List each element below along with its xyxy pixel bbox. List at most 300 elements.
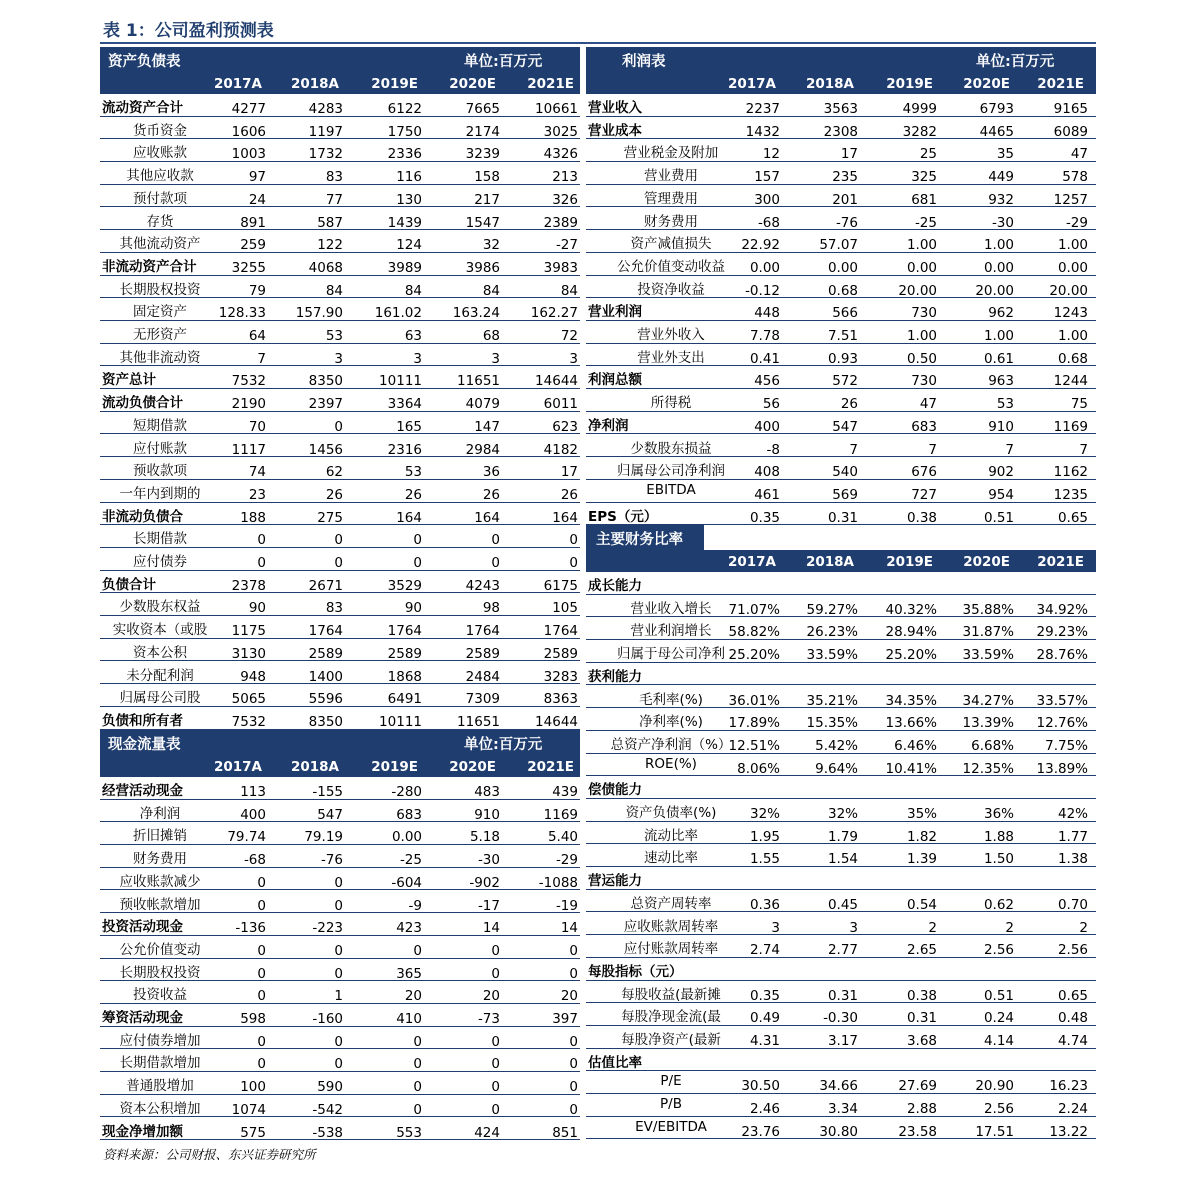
ratios-row-label: 速动比率 xyxy=(644,850,698,867)
balance-row-label: 其他流动资产 xyxy=(119,236,201,253)
ratios-value-2019E: 0.31 xyxy=(906,1010,937,1027)
ratios-row xyxy=(586,867,1096,890)
balance-value-2017A: 891 xyxy=(240,214,266,231)
balance-row-label: 负债和所有者 xyxy=(102,712,183,729)
ratios-row-label: 获利能力 xyxy=(588,668,642,685)
income-value-2020E: 1.00 xyxy=(983,237,1014,254)
ratios-value-2017A: 0.49 xyxy=(749,1010,780,1027)
balance-value-2020E: 2174 xyxy=(465,123,500,140)
income-value-2018A: 566 xyxy=(832,305,858,322)
income-row xyxy=(586,344,1096,367)
ratios-value-2019E: 0.54 xyxy=(906,896,937,913)
ratios-row xyxy=(586,958,1096,981)
income-value-2019E: 1.00 xyxy=(906,237,937,254)
ratios-value-2020E: 0.62 xyxy=(983,896,1014,913)
income-value-2019E: 25 xyxy=(919,146,937,163)
balance-value-2020E: 163.24 xyxy=(452,305,500,322)
cashflow-value-2019E: 0 xyxy=(413,1033,422,1050)
balance-value-2019E: 164 xyxy=(396,509,422,526)
ratios-row-label: 应收账款周转率 xyxy=(623,918,719,935)
cashflow-value-2020E: 0 xyxy=(491,1033,500,1050)
ratios-year-2020E: 2020E xyxy=(963,554,1010,570)
balance-value-2019E: 2589 xyxy=(387,645,422,662)
ratios-value-2018A: 1.79 xyxy=(827,828,858,845)
ratios-value-2017A: 2.74 xyxy=(749,942,780,959)
ratios-value-2018A: 32% xyxy=(827,806,858,822)
cashflow-row-label: 投资活动现金 xyxy=(102,919,183,936)
cashflow-value-2020E: -30 xyxy=(477,852,500,869)
cashflow-value-2020E: 0 xyxy=(491,1101,500,1118)
ratios-section-title: 主要财务比率 xyxy=(596,532,683,548)
income-value-2021E: 0.65 xyxy=(1057,509,1088,526)
balance-value-2019E: 116 xyxy=(396,169,422,186)
cashflow-row-label: 现金净增加额 xyxy=(102,1123,183,1140)
ratios-value-2020E: 0.24 xyxy=(983,1010,1014,1027)
ratios-value-2020E: 2.56 xyxy=(983,1101,1014,1118)
income-value-2018A: -76 xyxy=(835,214,858,231)
income-value-2021E: 1235 xyxy=(1053,486,1088,503)
income-value-2019E: 681 xyxy=(911,191,937,208)
cashflow-row xyxy=(100,891,580,914)
balance-value-2021E: 3983 xyxy=(543,259,578,276)
balance-value-2020E: 7665 xyxy=(465,101,500,117)
ratios-value-2017A: 36.01% xyxy=(728,692,780,709)
balance-row-label: 预收款项 xyxy=(133,463,187,480)
balance-value-2020E: 2484 xyxy=(465,668,500,685)
ratios-year-header xyxy=(586,550,1096,572)
cashflow-value-2017A: 575 xyxy=(240,1124,266,1141)
cashflow-row-label: 长期股权投资 xyxy=(119,964,201,981)
ratios-value-2018A: 34.66 xyxy=(819,1078,858,1095)
ratios-row xyxy=(586,731,1096,754)
income-value-2018A: 57.07 xyxy=(819,237,858,254)
ratios-row-label: P/E xyxy=(660,1073,682,1090)
balance-unit-label: 单位:百万元 xyxy=(464,54,543,70)
balance-value-2018A: 1732 xyxy=(308,146,343,163)
cashflow-row-label: 应收账款减少 xyxy=(119,873,201,890)
ratios-value-2019E: 2.88 xyxy=(906,1101,937,1118)
income-year-2018A: 2018A xyxy=(805,76,854,92)
balance-row-label: 无形资产 xyxy=(133,327,187,343)
balance-row-label: 少数股东权益 xyxy=(119,599,201,616)
balance-value-2017A: 24 xyxy=(248,191,266,208)
balance-value-2021E: 72 xyxy=(560,328,578,344)
cashflow-value-2017A: 113 xyxy=(240,784,266,800)
ratios-row xyxy=(586,640,1096,663)
balance-row xyxy=(100,94,580,117)
ratios-value-2021E: 0.48 xyxy=(1057,1010,1088,1027)
ratios-value-2019E: 23.58 xyxy=(898,1123,937,1140)
cashflow-row xyxy=(100,777,580,800)
income-row xyxy=(586,139,1096,162)
ratios-row xyxy=(586,1117,1096,1140)
balance-value-2018A: 2397 xyxy=(308,396,343,413)
balance-value-2018A: 122 xyxy=(317,237,343,254)
cashflow-value-2017A: -136 xyxy=(235,920,266,937)
ratios-row xyxy=(586,1094,1096,1117)
balance-value-2020E: 0 xyxy=(491,555,500,571)
cashflow-row-label: 公允价值变动 xyxy=(119,941,201,958)
ratios-value-2018A: 5.42% xyxy=(815,737,858,754)
income-value-2019E: 47 xyxy=(919,396,937,413)
income-row-label: 营业收入 xyxy=(588,100,642,116)
balance-value-2021E: 162.27 xyxy=(530,305,578,322)
ratios-row xyxy=(586,890,1096,913)
balance-value-2020E: 3239 xyxy=(465,146,500,163)
balance-value-2018A: 0 xyxy=(334,418,343,435)
income-row-label: 营业税金及附加 xyxy=(623,145,719,162)
balance-row xyxy=(100,662,580,685)
cashflow-value-2019E: 0 xyxy=(413,1056,422,1073)
balance-value-2017A: 5065 xyxy=(231,691,266,708)
cashflow-value-2017A: -68 xyxy=(243,852,266,869)
balance-value-2018A: 8350 xyxy=(308,373,343,390)
income-value-2020E: 0.61 xyxy=(983,350,1014,367)
ratios-value-2017A: 0.36 xyxy=(749,896,780,913)
balance-value-2018A: 2671 xyxy=(308,577,343,594)
income-row xyxy=(586,298,1096,321)
ratios-row-label: 净利率(%) xyxy=(639,714,703,731)
balance-row xyxy=(100,616,580,639)
cashflow-row xyxy=(100,1095,580,1118)
balance-header-bar xyxy=(100,47,580,72)
ratios-row-label: ROE(%) xyxy=(645,755,697,772)
income-value-2018A: 0.93 xyxy=(827,350,858,367)
balance-year-2017A: 2017A xyxy=(213,76,262,92)
ratios-value-2020E: 2.56 xyxy=(983,942,1014,959)
ratios-value-2021E: 0.65 xyxy=(1057,987,1088,1004)
balance-value-2019E: 124 xyxy=(396,237,422,254)
cashflow-value-2019E: 0 xyxy=(413,1079,422,1096)
balance-value-2019E: 6122 xyxy=(387,101,422,117)
income-value-2021E: 9165 xyxy=(1053,101,1088,117)
cashflow-row xyxy=(100,1027,580,1050)
ratios-value-2017A: 32% xyxy=(749,806,780,822)
balance-value-2018A: 1456 xyxy=(308,441,343,458)
balance-year-header xyxy=(100,72,580,94)
balance-value-2021E: 623 xyxy=(552,418,578,435)
balance-row xyxy=(100,162,580,185)
income-value-2017A: 2237 xyxy=(745,101,780,117)
income-value-2018A: 572 xyxy=(832,373,858,390)
cashflow-value-2017A: 400 xyxy=(240,806,266,823)
income-row xyxy=(586,503,1096,526)
cashflow-row-label: 净利润 xyxy=(139,805,181,822)
cashflow-value-2017A: 0 xyxy=(257,874,266,891)
balance-row xyxy=(100,139,580,162)
cashflow-value-2021E: 20 xyxy=(560,988,578,1005)
ratios-value-2017A: 25.20% xyxy=(728,647,780,664)
balance-value-2017A: 2378 xyxy=(231,577,266,594)
balance-value-2020E: 68 xyxy=(482,328,500,344)
balance-value-2018A: 8350 xyxy=(308,713,343,730)
balance-value-2019E: 161.02 xyxy=(374,305,422,322)
cashflow-row xyxy=(100,981,580,1004)
cashflow-value-2020E: 0 xyxy=(491,965,500,982)
balance-value-2017A: 3255 xyxy=(231,259,266,276)
cashflow-row xyxy=(100,822,580,845)
balance-row-label: 其他非流动资 xyxy=(119,349,201,366)
income-value-2020E: 954 xyxy=(988,486,1014,503)
income-value-2018A: 2308 xyxy=(823,123,858,140)
ratios-value-2019E: 40.32% xyxy=(885,601,937,618)
balance-value-2017A: 1117 xyxy=(231,441,266,458)
cashflow-row xyxy=(100,936,580,959)
ratios-value-2018A: 9.64% xyxy=(815,760,858,777)
balance-row-label: 应付账款 xyxy=(133,440,187,457)
income-value-2021E: 0.68 xyxy=(1057,350,1088,367)
balance-value-2021E: -27 xyxy=(555,237,578,254)
cashflow-row xyxy=(100,868,580,891)
balance-value-2018A: 0 xyxy=(334,555,343,571)
income-value-2017A: 0.41 xyxy=(749,350,780,367)
ratios-row-label: 流动比率 xyxy=(644,827,698,844)
cashflow-value-2018A: -542 xyxy=(312,1101,343,1118)
balance-value-2017A: 948 xyxy=(240,668,266,685)
ratios-value-2021E: 16.23 xyxy=(1049,1078,1088,1095)
income-value-2021E: 1.00 xyxy=(1057,328,1088,344)
balance-value-2021E: 0 xyxy=(569,555,578,571)
balance-value-2020E: 1764 xyxy=(465,623,500,640)
income-row xyxy=(586,230,1096,253)
balance-row-label: 资产总计 xyxy=(102,372,156,389)
balance-year-2018A: 2018A xyxy=(290,76,339,92)
ratios-row xyxy=(586,1049,1096,1072)
cashflow-value-2020E: 424 xyxy=(474,1124,500,1141)
ratios-value-2019E: 34.35% xyxy=(885,692,937,709)
balance-value-2020E: 1547 xyxy=(465,214,500,231)
cashflow-value-2018A: 0 xyxy=(334,897,343,914)
cashflow-value-2021E: 14 xyxy=(560,920,578,937)
balance-value-2018A: 4283 xyxy=(308,101,343,117)
ratios-value-2019E: 2.65 xyxy=(906,942,937,959)
income-value-2018A: 0.68 xyxy=(827,282,858,299)
balance-row-label: 资本公积 xyxy=(133,644,187,661)
cashflow-year-2021E: 2021E xyxy=(527,759,574,775)
balance-row-label: 流动资产合计 xyxy=(102,100,183,116)
balance-row-label: 未分配利润 xyxy=(126,667,194,684)
income-value-2021E: 1244 xyxy=(1053,373,1088,390)
ratios-row-label: 营业利润增长 xyxy=(630,623,712,640)
balance-value-2020E: 11651 xyxy=(457,373,500,390)
income-value-2017A: -0.12 xyxy=(745,282,780,299)
balance-value-2021E: 10661 xyxy=(535,101,578,117)
income-row xyxy=(586,208,1096,231)
cashflow-value-2018A: 0 xyxy=(334,874,343,891)
income-value-2019E: 325 xyxy=(911,169,937,186)
income-value-2020E: 963 xyxy=(988,373,1014,390)
ratios-row xyxy=(586,595,1096,618)
cashflow-value-2021E: 1169 xyxy=(543,806,578,823)
income-value-2021E: -29 xyxy=(1065,214,1088,231)
ratios-row xyxy=(586,981,1096,1004)
ratios-header-bar xyxy=(586,525,704,550)
balance-row xyxy=(100,185,580,208)
income-value-2021E: 47 xyxy=(1070,146,1088,163)
cashflow-value-2021E: -1088 xyxy=(538,874,578,891)
income-row-label: 净利润 xyxy=(588,417,629,434)
income-row-label: 少数股东损益 xyxy=(630,440,712,457)
income-year-2020E: 2020E xyxy=(963,76,1010,92)
ratios-value-2020E: 20.90 xyxy=(975,1078,1014,1095)
ratios-value-2021E: 4.74 xyxy=(1057,1033,1088,1049)
income-value-2021E: 1.00 xyxy=(1057,237,1088,254)
ratios-value-2018A: 30.80 xyxy=(819,1123,858,1140)
balance-row-label: 存货 xyxy=(146,213,174,230)
ratios-row-label: P/B xyxy=(660,1096,682,1113)
cashflow-row xyxy=(100,959,580,982)
cashflow-value-2020E: 14 xyxy=(482,920,500,937)
cashflow-year-2020E: 2020E xyxy=(449,759,496,775)
balance-row xyxy=(100,457,580,480)
ratios-value-2020E: 33.59% xyxy=(962,647,1014,664)
cashflow-value-2018A: 0 xyxy=(334,965,343,982)
balance-value-2018A: 1197 xyxy=(308,123,343,140)
income-value-2020E: 6793 xyxy=(979,101,1014,117)
balance-row xyxy=(100,276,580,299)
balance-value-2017A: 0 xyxy=(257,555,266,571)
income-row-label: 管理费用 xyxy=(644,190,698,207)
ratios-value-2018A: 1.54 xyxy=(827,851,858,868)
income-year-2019E: 2019E xyxy=(886,76,933,92)
cashflow-value-2017A: 0 xyxy=(257,942,266,959)
cashflow-row xyxy=(100,913,580,936)
income-value-2017A: 448 xyxy=(754,305,780,322)
cashflow-value-2017A: 0 xyxy=(257,1033,266,1050)
income-row-label: 营业利润 xyxy=(588,304,642,321)
ratios-value-2021E: 28.76% xyxy=(1036,647,1088,664)
ratios-row xyxy=(586,663,1096,686)
cashflow-value-2018A: 1 xyxy=(334,988,343,1005)
ratios-value-2021E: 1.38 xyxy=(1057,851,1088,868)
cashflow-row-label: 财务费用 xyxy=(133,851,187,868)
balance-value-2019E: 3364 xyxy=(387,396,422,413)
cashflow-value-2020E: 0 xyxy=(491,1079,500,1096)
income-value-2017A: 400 xyxy=(754,418,780,435)
report-title: 表 1：公司盈利预测表 xyxy=(103,21,274,41)
income-year-2017A: 2017A xyxy=(727,76,776,92)
income-row xyxy=(586,94,1096,117)
cashflow-row-label: 应付债券增加 xyxy=(119,1032,201,1049)
balance-row-label: 短期借款 xyxy=(133,417,187,434)
income-value-2020E: 35 xyxy=(996,146,1014,163)
income-section-title: 利润表 xyxy=(622,54,666,70)
cashflow-value-2019E: -9 xyxy=(408,897,422,914)
income-value-2018A: 0.00 xyxy=(827,259,858,276)
balance-value-2019E: 26 xyxy=(404,486,422,503)
ratios-value-2021E: 29.23% xyxy=(1036,624,1088,641)
balance-row xyxy=(100,480,580,503)
income-value-2021E: 1243 xyxy=(1053,305,1088,322)
balance-value-2021E: 0 xyxy=(569,532,578,549)
ratios-row xyxy=(586,572,1096,595)
balance-year-2020E: 2020E xyxy=(449,76,496,92)
balance-value-2019E: 10111 xyxy=(379,713,422,730)
cashflow-year-2017A: 2017A xyxy=(213,759,262,775)
income-value-2018A: 540 xyxy=(832,464,858,481)
balance-row xyxy=(100,366,580,389)
income-row xyxy=(586,389,1096,412)
income-value-2019E: 683 xyxy=(911,418,937,435)
cashflow-value-2019E: 0 xyxy=(413,1101,422,1118)
balance-section-title: 资产负债表 xyxy=(108,54,181,70)
ratios-value-2017A: 4.31 xyxy=(749,1033,780,1049)
balance-row xyxy=(100,344,580,367)
income-value-2021E: 1169 xyxy=(1053,418,1088,435)
ratios-row-label: 归属于母公司净利 xyxy=(617,646,725,663)
ratios-value-2021E: 12.76% xyxy=(1036,715,1088,732)
balance-value-2019E: 0 xyxy=(413,555,422,571)
balance-value-2019E: 63 xyxy=(404,328,422,344)
income-row-label: 利润总额 xyxy=(588,372,642,389)
ratios-value-2020E: 36% xyxy=(983,806,1014,822)
income-value-2017A: 461 xyxy=(754,486,780,503)
balance-value-2021E: 213 xyxy=(552,169,578,186)
cashflow-value-2018A: -223 xyxy=(312,920,343,937)
balance-value-2021E: 26 xyxy=(560,486,578,503)
balance-value-2017A: 0 xyxy=(257,532,266,549)
balance-value-2018A: 3 xyxy=(334,350,343,367)
cashflow-value-2018A: -538 xyxy=(312,1124,343,1141)
income-value-2018A: 547 xyxy=(832,418,858,435)
balance-row xyxy=(100,253,580,276)
ratios-year-2018A: 2018A xyxy=(805,554,854,570)
ratios-row xyxy=(586,708,1096,731)
balance-row-label: 非流动负债合 xyxy=(102,508,183,525)
balance-value-2020E: 2589 xyxy=(465,645,500,662)
balance-value-2020E: 158 xyxy=(474,169,500,186)
ratios-value-2020E: 0.51 xyxy=(983,987,1014,1004)
income-value-2021E: 6089 xyxy=(1053,123,1088,140)
balance-value-2017A: 23 xyxy=(248,486,266,503)
income-value-2018A: 7 xyxy=(849,441,858,458)
balance-value-2018A: 62 xyxy=(325,464,343,481)
income-value-2017A: 456 xyxy=(754,373,780,390)
income-value-2019E: 730 xyxy=(911,305,937,322)
income-value-2019E: 4999 xyxy=(902,101,937,117)
cashflow-value-2018A: -76 xyxy=(320,852,343,869)
balance-value-2020E: 4079 xyxy=(465,396,500,413)
balance-value-2020E: 7309 xyxy=(465,691,500,708)
ratios-value-2020E: 13.39% xyxy=(962,715,1014,732)
ratios-value-2017A: 23.76 xyxy=(741,1123,780,1140)
cashflow-value-2021E: 0 xyxy=(569,1079,578,1096)
balance-row-label: 其他应收款 xyxy=(126,168,194,185)
income-value-2019E: -25 xyxy=(914,214,937,231)
ratios-value-2020E: 31.87% xyxy=(962,624,1014,641)
balance-value-2021E: 4326 xyxy=(543,146,578,163)
income-row-label: 所得税 xyxy=(650,395,692,412)
income-value-2017A: 0.35 xyxy=(749,509,780,526)
cashflow-row xyxy=(100,800,580,823)
balance-row xyxy=(100,684,580,707)
balance-value-2017A: 2190 xyxy=(231,396,266,413)
cashflow-value-2019E: 553 xyxy=(396,1124,422,1141)
income-value-2017A: 56 xyxy=(762,396,780,413)
balance-value-2018A: 587 xyxy=(317,214,343,231)
income-row xyxy=(586,185,1096,208)
cashflow-row xyxy=(100,1004,580,1027)
balance-row-label: 一年内到期的 xyxy=(119,485,201,502)
cashflow-row-label: 资本公积增加 xyxy=(119,1100,201,1117)
income-value-2018A: 0.31 xyxy=(827,509,858,526)
cashflow-value-2021E: 0 xyxy=(569,965,578,982)
ratios-row-label: 估值比率 xyxy=(588,1054,642,1071)
ratios-row-label: 总资产净利润（%） xyxy=(610,736,732,753)
ratios-row-label: 毛利率(%) xyxy=(639,691,703,708)
cashflow-value-2020E: 5.18 xyxy=(469,829,500,846)
balance-value-2021E: 8363 xyxy=(543,691,578,708)
